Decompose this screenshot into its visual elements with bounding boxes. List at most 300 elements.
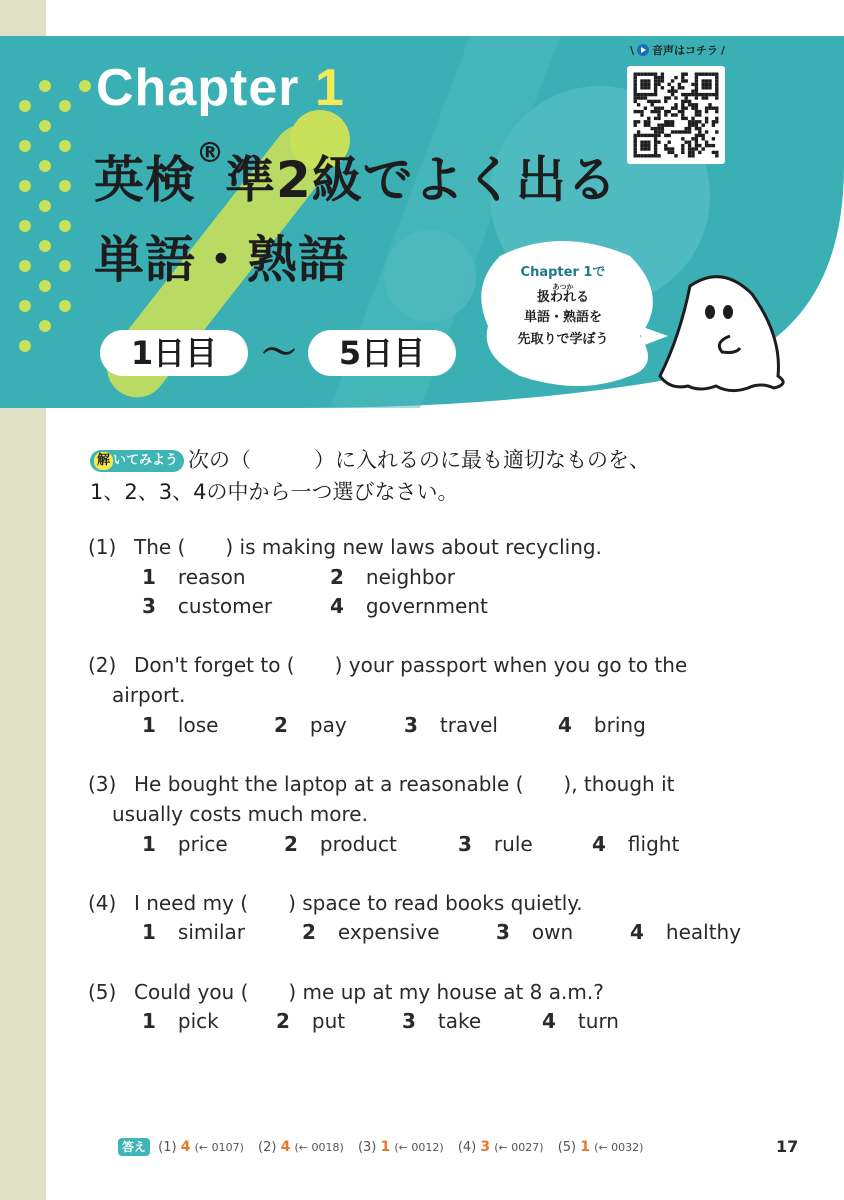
qr-module (705, 93, 708, 96)
qr-module (654, 151, 657, 154)
qr-module (671, 107, 674, 110)
choice-text: turn (577, 1009, 619, 1033)
badge-highlight: 解 (94, 452, 113, 470)
choice[interactable] (142, 710, 218, 740)
day-start-pill: 1日目 (100, 330, 248, 376)
qr-module (634, 134, 637, 137)
qr-module (691, 147, 694, 150)
qr-module (715, 151, 718, 154)
chapter-heading (96, 58, 345, 118)
qr-module (695, 120, 698, 123)
choice-text: product (319, 832, 397, 856)
qr-module (657, 113, 660, 116)
qr-module (634, 90, 637, 93)
qr-module (647, 124, 650, 127)
qr-module (657, 154, 660, 157)
qr-module (647, 147, 650, 150)
qr-module (712, 73, 715, 76)
question-3 (88, 769, 675, 829)
qr-module (695, 113, 698, 116)
qr-module (634, 83, 637, 86)
qr-module (691, 103, 694, 106)
qr-module (634, 137, 637, 140)
qr-module (651, 103, 654, 106)
qr-module (715, 93, 718, 96)
page-number: 17 (776, 1137, 799, 1156)
qr-module (698, 120, 701, 123)
qr-module (695, 134, 698, 137)
audio-link-label[interactable]: \ 音声はコチラ / (630, 44, 726, 57)
qr-module (664, 100, 667, 103)
exercise-prompt (90, 444, 650, 508)
qr-module (712, 137, 715, 140)
choice-text: take (437, 1009, 482, 1033)
choice-number: 2 (302, 920, 316, 944)
qr-module (681, 93, 684, 96)
qr-module (654, 107, 657, 110)
qr-module (647, 100, 650, 103)
qr-module (651, 73, 654, 76)
qr-module (695, 124, 698, 127)
qr-module (681, 151, 684, 154)
qr-module (691, 124, 694, 127)
qr-module (640, 144, 643, 147)
qr-module (705, 83, 708, 86)
qr-module (668, 90, 671, 93)
choice[interactable] (404, 710, 498, 740)
qr-module (657, 134, 660, 137)
qr-module (691, 137, 694, 140)
answer-item: (3) 1 (← 0012) (357, 1139, 444, 1155)
qr-module (657, 117, 660, 120)
answer-item: (5) 1 (← 0032) (557, 1139, 644, 1155)
qr-module (705, 73, 708, 76)
qr-module (647, 117, 650, 120)
qr-module (657, 141, 660, 144)
choice-text: own (531, 920, 574, 944)
qr-module (671, 90, 674, 93)
qr-module (678, 83, 681, 86)
qr-module (708, 79, 711, 82)
qr-module (644, 141, 647, 144)
qr-module (691, 117, 694, 120)
qr-module (688, 100, 691, 103)
qr-module (664, 113, 667, 116)
qr-module (708, 103, 711, 106)
qr-module (688, 147, 691, 150)
qr-module (634, 151, 637, 154)
qr-module (681, 147, 684, 150)
qr-module (664, 134, 667, 137)
qr-module (708, 83, 711, 86)
qr-module (644, 96, 647, 99)
question-number: (2) (88, 653, 117, 677)
qr-module (637, 134, 640, 137)
qr-module (664, 110, 667, 113)
qr-module (685, 130, 688, 133)
qr-module (715, 83, 718, 86)
qr-module (695, 79, 698, 82)
question-text: He bought the laptop at a reasonable ( ), though it (134, 772, 675, 796)
qr-module (695, 141, 698, 144)
qr-module (668, 110, 671, 113)
qr-module (695, 127, 698, 130)
qr-module (671, 86, 674, 89)
question-text: The ( ) is making new laws about recycling. (134, 535, 602, 559)
qr-module (668, 141, 671, 144)
qr-module (647, 93, 650, 96)
qr-module (651, 110, 654, 113)
qr-module (688, 93, 691, 96)
qr-module (688, 103, 691, 106)
qr-module (654, 90, 657, 93)
choice-text: healthy (665, 920, 742, 944)
qr-module (705, 107, 708, 110)
choice[interactable] (142, 917, 245, 947)
choice-number: 3 (142, 594, 156, 618)
qr-module (654, 86, 657, 89)
qr-module (647, 154, 650, 157)
qr-module (634, 147, 637, 150)
qr-module (715, 79, 718, 82)
qr-module (705, 144, 708, 147)
qr-module (637, 120, 640, 123)
qr-module (688, 130, 691, 133)
choice[interactable] (496, 917, 573, 947)
qr-module (637, 93, 640, 96)
qr-module (647, 73, 650, 76)
choice[interactable] (330, 591, 488, 621)
try-it-badge (90, 450, 184, 472)
qr-module (712, 107, 715, 110)
qr-module (644, 79, 647, 82)
qr-module (634, 86, 637, 89)
qr-module (698, 73, 701, 76)
qr-module (715, 120, 718, 123)
qr-module (674, 103, 677, 106)
choice-number: 3 (458, 832, 472, 856)
qr-module (661, 130, 664, 133)
qr-module (640, 96, 643, 99)
qr-module (674, 76, 677, 79)
qr-module (634, 73, 637, 76)
qr-module (681, 103, 684, 106)
question-number: (3) (88, 772, 117, 796)
qr-module (702, 93, 705, 96)
qr-module (654, 117, 657, 120)
qr-module (691, 154, 694, 157)
qr-module (634, 120, 637, 123)
qr-module (715, 73, 718, 76)
qr-module (668, 134, 671, 137)
qr-module (702, 83, 705, 86)
choice-text: flight (627, 832, 680, 856)
choice-text: price (177, 832, 228, 856)
qr-module (681, 79, 684, 82)
qr-module (640, 83, 643, 86)
qr-module (664, 147, 667, 150)
qr-module (637, 154, 640, 157)
qr-module (688, 127, 691, 130)
qr-module (644, 144, 647, 147)
bubble-line2-text: 扱われる (536, 290, 589, 305)
bubble-line2 (493, 284, 633, 307)
qr-module (664, 124, 667, 127)
qr-module (702, 79, 705, 82)
qr-module (657, 110, 660, 113)
qr-module (640, 134, 643, 137)
qr-module (691, 107, 694, 110)
answer-key (118, 1136, 653, 1159)
qr-module (685, 107, 688, 110)
choice-text: neighbor (365, 565, 455, 589)
qr-module (698, 134, 701, 137)
qr-module (695, 147, 698, 150)
qr-module (715, 107, 718, 110)
qr-module (651, 100, 654, 103)
qr-module (715, 90, 718, 93)
qr-module (674, 130, 677, 133)
qr-module (644, 124, 647, 127)
choice-text: pay (309, 713, 347, 737)
qr-module (698, 113, 701, 116)
qr-module (678, 110, 681, 113)
choice[interactable] (558, 710, 646, 740)
qr-module (664, 96, 667, 99)
qr-module (637, 73, 640, 76)
choice[interactable] (402, 1006, 481, 1036)
choice[interactable] (276, 1006, 345, 1036)
qr-module (647, 120, 650, 123)
qr-module (664, 120, 667, 123)
qr-module (698, 151, 701, 154)
qr-module (685, 127, 688, 130)
question-text-cont: usually costs much more. (112, 802, 368, 826)
question-text: Could you ( ) me up at my house at 8 a.m.? (134, 980, 604, 1004)
qr-module (715, 154, 718, 157)
qr-module (654, 137, 657, 140)
choice[interactable] (284, 829, 397, 859)
qr-module (654, 147, 657, 150)
qr-module (688, 124, 691, 127)
qr-module (702, 137, 705, 140)
qr-module (705, 86, 708, 89)
qr-module (644, 86, 647, 89)
qr-module (671, 147, 674, 150)
choice-number: 2 (330, 565, 344, 589)
qr-module (674, 96, 677, 99)
qr-module (634, 124, 637, 127)
choice-text: reason (177, 565, 246, 589)
qr-module (688, 120, 691, 123)
qr-module (634, 76, 637, 79)
registered-mark: ® (196, 136, 225, 169)
qr-module (657, 83, 660, 86)
qr-module (702, 73, 705, 76)
qr-module (685, 100, 688, 103)
qr-module (637, 96, 640, 99)
question-2 (88, 650, 687, 710)
question-5 (88, 977, 604, 1007)
qr-module (685, 93, 688, 96)
choice[interactable] (542, 1006, 619, 1036)
qr-module (685, 141, 688, 144)
qr-module (657, 76, 660, 79)
qr-module (681, 113, 684, 116)
qr-module (661, 76, 664, 79)
choice[interactable] (302, 917, 440, 947)
qr-module (695, 110, 698, 113)
choice[interactable] (592, 829, 679, 859)
qr-module (695, 86, 698, 89)
choice[interactable] (330, 562, 455, 592)
qr-module (647, 141, 650, 144)
qr-module (651, 134, 654, 137)
choice-number: 3 (496, 920, 510, 944)
qr-module (661, 79, 664, 82)
qr-module (661, 73, 664, 76)
qr-module (705, 120, 708, 123)
qr-module (637, 130, 640, 133)
qr-module (674, 154, 677, 157)
choice-number: 1 (142, 920, 156, 944)
qr-module (671, 130, 674, 133)
answer-label: 答え (118, 1138, 150, 1156)
choice[interactable] (630, 917, 741, 947)
qr-module (712, 120, 715, 123)
qr-module (698, 93, 701, 96)
qr-module (668, 96, 671, 99)
qr-module (644, 73, 647, 76)
qr-module (634, 141, 637, 144)
qr-module (681, 76, 684, 79)
chapter-title-line2: 単語・熟語 (94, 231, 349, 289)
qr-module (634, 79, 637, 82)
qr-module (668, 124, 671, 127)
qr-module (640, 86, 643, 89)
answer-item: (1) 4 (← 0107) (158, 1139, 244, 1155)
choice-number: 2 (276, 1009, 290, 1033)
choice[interactable] (142, 591, 272, 621)
choice[interactable] (142, 829, 228, 859)
badge-text: いてみよう (113, 453, 179, 468)
qr-module (654, 134, 657, 137)
qr-module (671, 124, 674, 127)
qr-module (691, 151, 694, 154)
qr-module (671, 113, 674, 116)
qr-module (640, 154, 643, 157)
bubble-ruby: あつか (552, 283, 574, 291)
qr-module (685, 73, 688, 76)
qr-module (664, 144, 667, 147)
qr-code[interactable] (627, 66, 725, 164)
qr-module (681, 73, 684, 76)
choice-number: 4 (542, 1009, 556, 1033)
qr-module (654, 73, 657, 76)
qr-module (674, 113, 677, 116)
qr-module (708, 144, 711, 147)
play-icon (637, 44, 649, 56)
choice-text: travel (439, 713, 498, 737)
answer-item: (2) 4 (← 0018) (258, 1139, 344, 1155)
question-text: I need my ( ) space to read books quietly. (134, 891, 583, 915)
qr-module (637, 110, 640, 113)
qr-module (651, 93, 654, 96)
question-text-cont: airport. (112, 683, 186, 707)
choice[interactable] (142, 562, 246, 592)
qr-module (654, 144, 657, 147)
qr-module (702, 124, 705, 127)
question-text: Don't forget to ( ) your passport when you go to the (134, 653, 688, 677)
qr-module (712, 144, 715, 147)
qr-module (644, 83, 647, 86)
qr-module (647, 83, 650, 86)
qr-module (712, 93, 715, 96)
qr-module (668, 120, 671, 123)
choice-text: customer (177, 594, 273, 618)
qr-module (681, 117, 684, 120)
bubble-line1: Chapter 1で (520, 265, 606, 280)
qr-module (671, 79, 674, 82)
qr-code-pattern (627, 66, 725, 164)
qr-module (644, 120, 647, 123)
qr-module (647, 86, 650, 89)
qr-module (695, 96, 698, 99)
qr-module (640, 93, 643, 96)
question-1 (88, 532, 602, 562)
choice-text: put (311, 1009, 346, 1033)
question-number: (1) (88, 535, 117, 559)
qr-module (698, 110, 701, 113)
qr-module (695, 90, 698, 93)
choice-text: lose (177, 713, 219, 737)
qr-module (634, 110, 637, 113)
qr-module (654, 83, 657, 86)
day-range-separator: ～ (262, 333, 296, 373)
qr-module (715, 96, 718, 99)
choice-number: 4 (558, 713, 572, 737)
qr-module (705, 79, 708, 82)
choice-number: 2 (284, 832, 298, 856)
choice-number: 1 (142, 832, 156, 856)
qr-module (647, 134, 650, 137)
qr-module (640, 73, 643, 76)
qr-module (691, 83, 694, 86)
qr-module (681, 137, 684, 140)
qr-module (654, 110, 657, 113)
qr-module (651, 127, 654, 130)
choice[interactable] (274, 710, 347, 740)
qr-module (702, 147, 705, 150)
qr-module (654, 154, 657, 157)
choice[interactable] (458, 829, 533, 859)
choice-number: 2 (274, 713, 288, 737)
choice-number: 1 (142, 565, 156, 589)
qr-module (654, 130, 657, 133)
qr-module (668, 83, 671, 86)
question-number: (4) (88, 891, 117, 915)
prompt-line1-text: 次の（ ）に入れるのに最も適切なものを、 (188, 448, 651, 472)
qr-module (681, 100, 684, 103)
qr-module (695, 107, 698, 110)
qr-module (634, 100, 637, 103)
qr-module (654, 127, 657, 130)
speech-bubble-text (493, 262, 633, 351)
qr-module (691, 120, 694, 123)
choice[interactable] (142, 1006, 219, 1036)
qr-module (688, 151, 691, 154)
qr-module (691, 93, 694, 96)
